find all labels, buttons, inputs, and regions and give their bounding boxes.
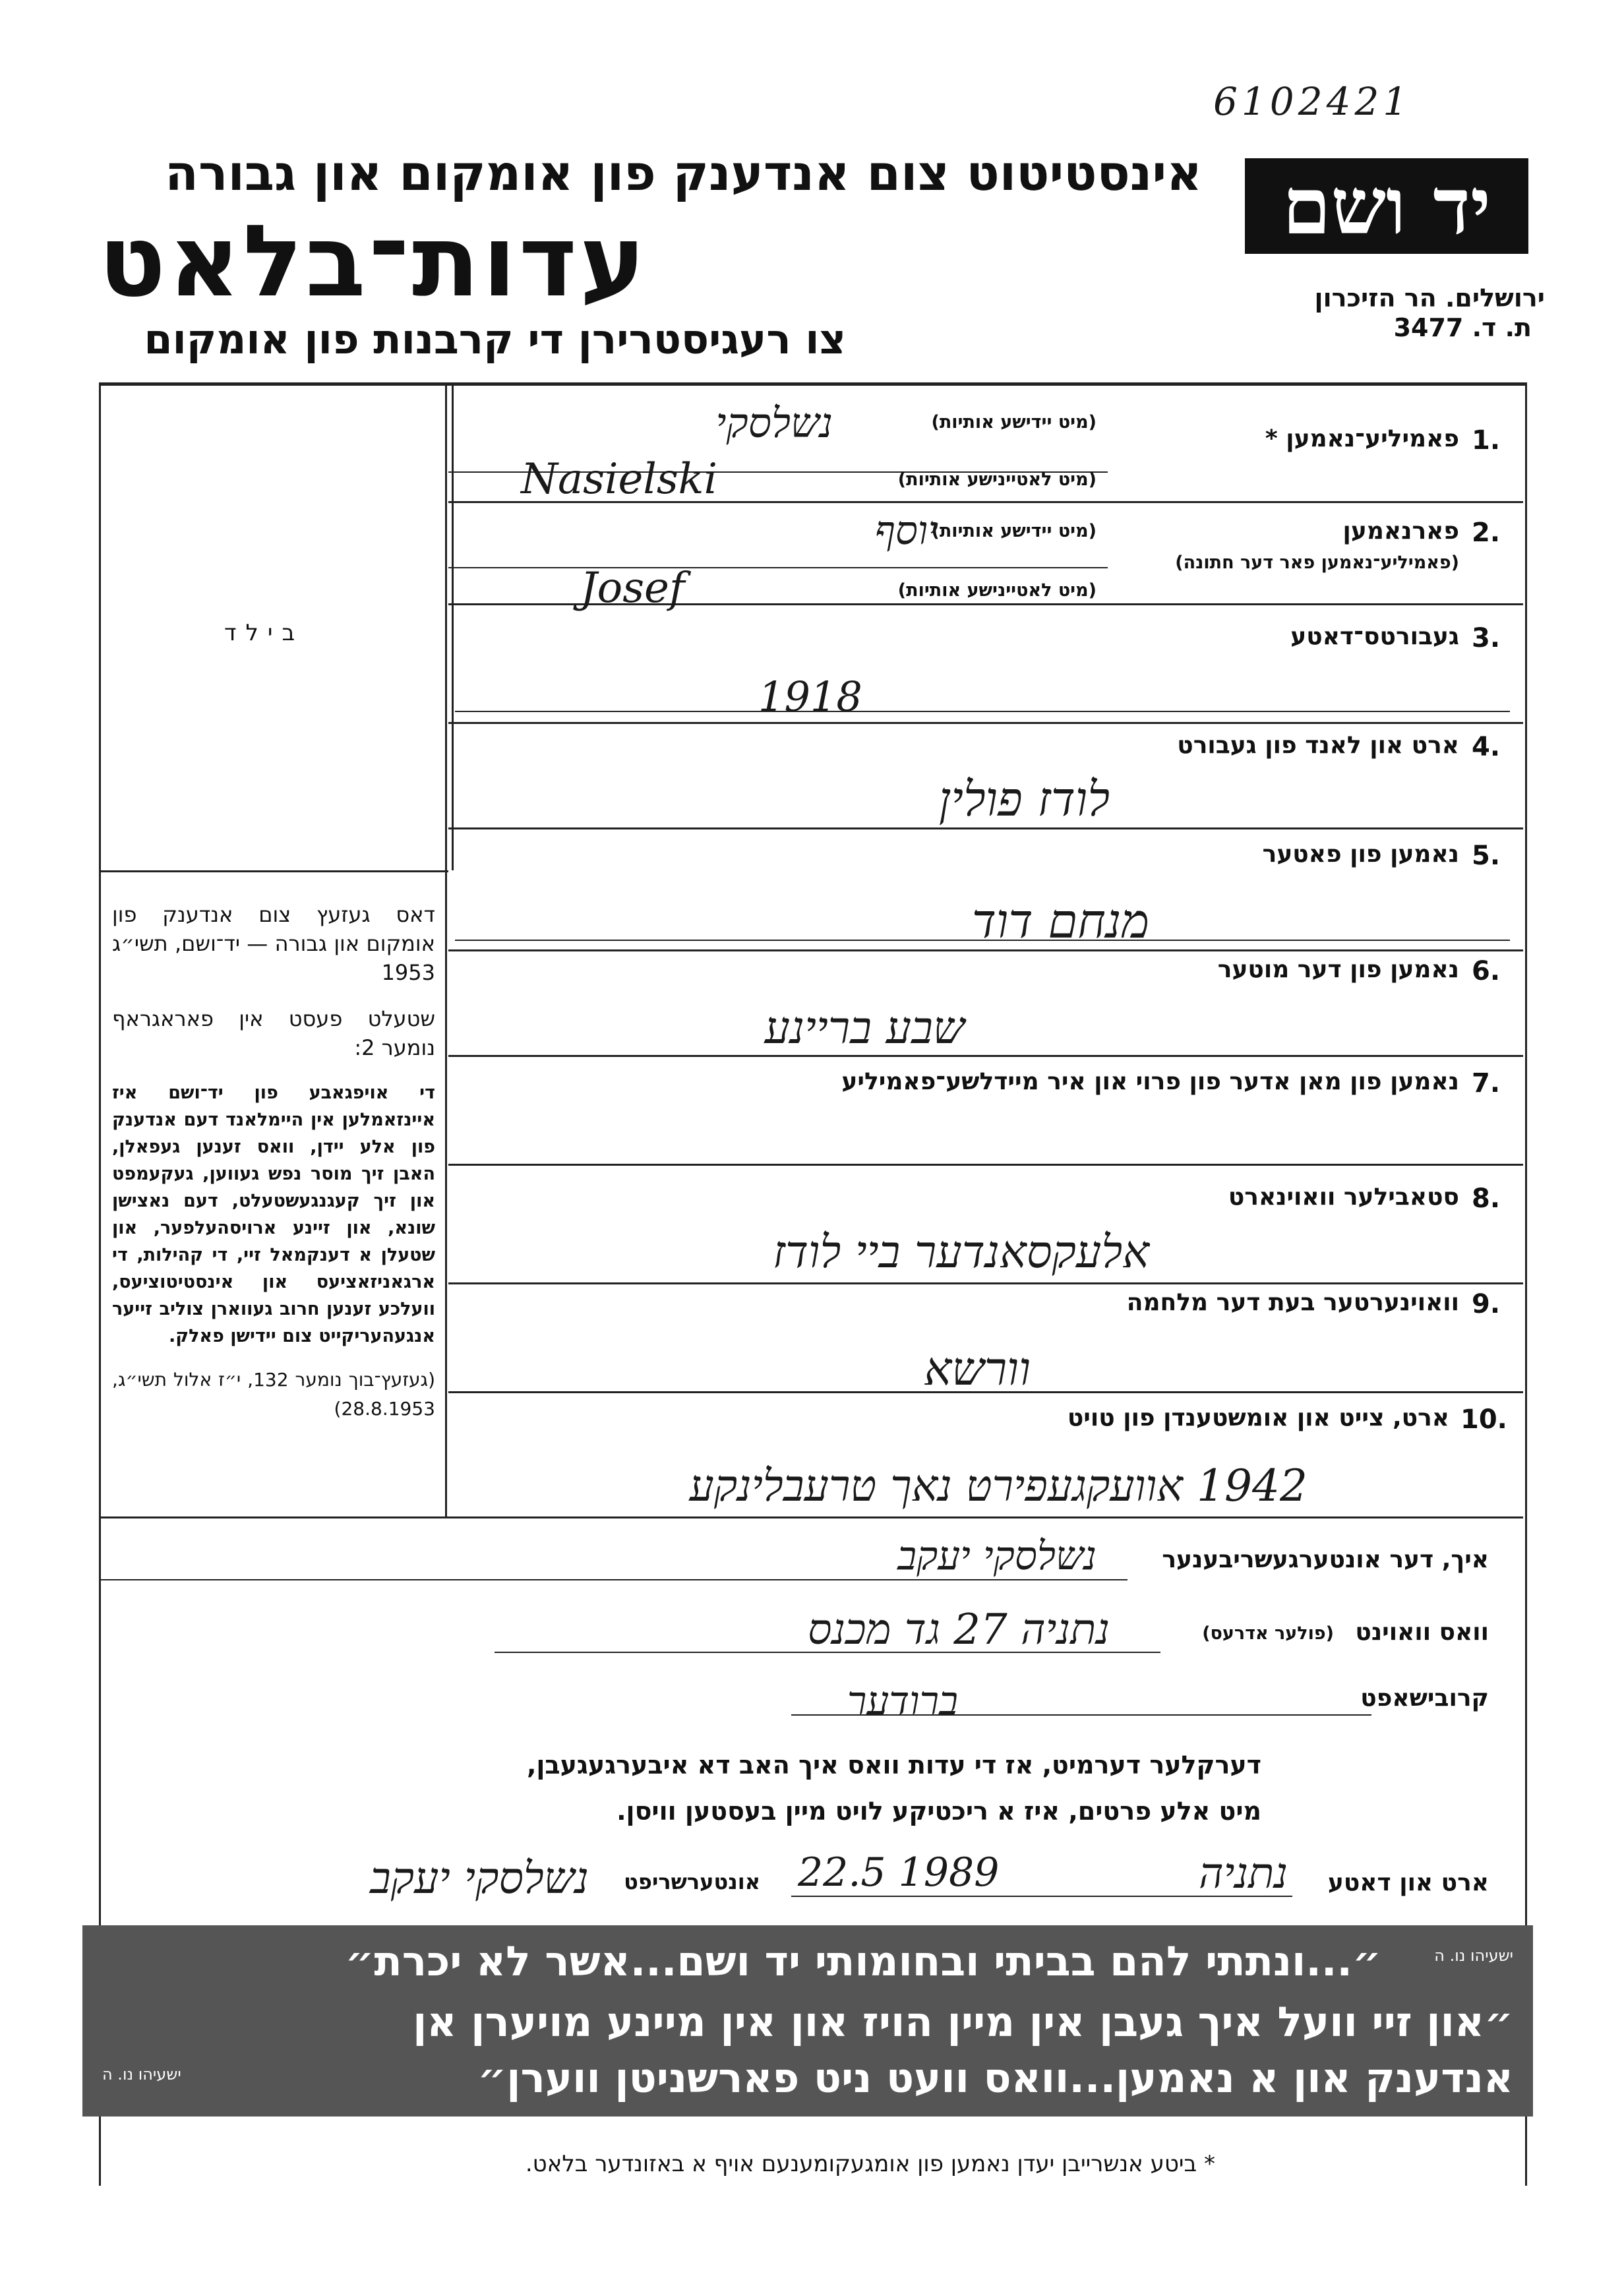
field-2-label: פארנאמען: [1342, 518, 1459, 545]
form-title: עדות־בלאט: [98, 204, 648, 319]
field-1-number: 1.: [1472, 425, 1501, 456]
pobox-text: ת. ד. 3477: [1393, 313, 1532, 342]
institute-title: אינסטיטוט צום אנדענק פון אומקום און גבורה: [165, 145, 1202, 202]
field-2-yiddish-note: (מיט יידישע אותיות): [931, 521, 1097, 541]
field-4-number: 4.: [1472, 732, 1501, 762]
signature-label: אונטערשריפט: [624, 1869, 760, 1894]
field-6-number: 6.: [1472, 956, 1501, 986]
photo-label: בילד: [224, 620, 305, 646]
field-8-number: 8.: [1472, 1184, 1501, 1214]
field-10-number: 10.: [1460, 1404, 1507, 1435]
signature-value[interactable]: נשלסקי יעקב: [370, 1853, 589, 1904]
field-9-number: 9.: [1472, 1289, 1501, 1319]
field-2-value-yiddish[interactable]: יוסף: [874, 508, 938, 554]
field-4-label: ארט און לאנד פון געבורט: [1177, 732, 1459, 759]
declarant-relation-label: קרובישאפט: [1360, 1685, 1489, 1712]
quote-banner: [82, 1925, 1533, 2117]
archive-number: 6102421: [1213, 79, 1412, 124]
photo-column-divider: [445, 382, 447, 1516]
law-sidebar: [112, 900, 435, 1424]
banner-line-2: ״און זיי וועל איך געבן אין מיין הויז און אין מיינע מויערן אן: [413, 1998, 1513, 2046]
field-5-label: נאמען פון פאטער: [1262, 841, 1459, 868]
declarant-address-value[interactable]: נתניה 27 גד מכנס: [808, 1606, 1110, 1654]
row-line: [99, 1516, 1523, 1518]
field-8-label: סטאבילער וואוינארט: [1228, 1184, 1459, 1211]
banner-line-3: אנדענק און א נאמען...וואס וועט ניט פארשניטן ווערן״: [477, 2054, 1513, 2102]
field-9-label: וואוינערטער בעת דער מלחמה: [1126, 1289, 1459, 1316]
declaration-line-2: מיט אלע פרטים, איז א ריכטיקע לויט מיין בעסטען וויסן.: [617, 1797, 1261, 1826]
field-3-underline: [455, 711, 1510, 712]
field-1-latin-note: (מיט לאטיינישע אותיות): [897, 469, 1097, 490]
row-line: [448, 949, 1523, 951]
declarant-name-value[interactable]: נשלסקי יעקב: [897, 1533, 1097, 1579]
field-7-number: 7.: [1472, 1068, 1501, 1098]
field-10-label: ארט, צייט און אומשטענדן פון טויט: [1067, 1404, 1449, 1431]
field-2-sublabel: (פאמיליע־נאמען פאר דער חתונה): [1175, 553, 1459, 573]
field-3-label: געבורטס־דאטע: [1290, 623, 1459, 650]
declarant-relation-value[interactable]: ברודער: [847, 1678, 958, 1724]
law-citation: (געזעץ־בוך נומער 132, י״ז אלול תשי״ג, 28.8.1953): [112, 1369, 435, 1420]
law-intro: דאס געזעץ צום אנדענק פון אומקום און גבורה — יד־ושם, תשי״ג 1953: [112, 902, 435, 985]
logo-text: יד ושם: [1282, 160, 1491, 252]
location-text: ירושלים. הר הזיכרון: [1314, 284, 1545, 313]
declarant-name-label: איך, דער אונטערגעשריבענער: [1162, 1546, 1489, 1573]
row-line: [448, 1055, 1523, 1057]
photo-box-bottom: [99, 870, 448, 872]
field-6-value[interactable]: שבע בריינע: [764, 1002, 965, 1054]
field-2-value-latin[interactable]: Josef: [580, 564, 685, 613]
declaration-line-1: דערקלער דערמיט, אז די עדות וואס איך האב דא איבערגעגעבן,: [526, 1751, 1261, 1780]
yad-vashem-logo: [1245, 158, 1528, 254]
field-2-number: 2.: [1472, 518, 1501, 548]
field-10-value[interactable]: 1942 אוועקגעפירט נאך טרעבלינקע: [689, 1460, 1308, 1511]
row-line: [448, 1282, 1523, 1284]
field-1-value-latin[interactable]: Nasielski: [521, 455, 717, 504]
place-value[interactable]: נתניה: [1199, 1849, 1288, 1898]
footnote: * ביטע אנשרייבן יעדן נאמען פון אומגעקומענעם אויף א באזונדער בלאט.: [525, 2151, 1215, 2177]
field-4-value[interactable]: לודז פולין: [938, 771, 1110, 827]
declarant-address-label: וואס וואוינט: [1355, 1619, 1489, 1646]
field-2-latin-note: (מיט לאטיינישע אותיות): [897, 580, 1097, 601]
banner-line-1: ״...ונתתי להם בביתי ובחומותי יד ושם...אשר לא יכרת״: [345, 1937, 1381, 1985]
row-line: [448, 722, 1523, 724]
field-1-value-yiddish[interactable]: נשלסקי: [715, 399, 833, 447]
date-value[interactable]: 22.5 1989: [798, 1849, 1000, 1896]
banner-source-1: ישעיהו נו. ה: [1434, 1946, 1513, 1965]
form-subtitle: צו רעגיסטרירן די קרבנות פון אומקום: [144, 315, 846, 363]
row-line: [448, 1164, 1523, 1166]
field-7-label: נאמען פון מאן אדער פון פרוי און איר מיידלשע־פאמיליע: [841, 1068, 1459, 1095]
field-1-yiddish-note: (מיט יידישע אותיות): [931, 412, 1097, 433]
field-5-value[interactable]: מנחם דוד: [971, 893, 1149, 949]
row-line: [448, 567, 1108, 568]
law-paragraph-ref: שטעלט פעסט אין פאראגראף נומער 2:: [112, 1006, 435, 1060]
law-body: די אויפגאבע פון יד־ושם איז איינזאמלען אין היימלאנד דעם אנדענק פון אלע יידן, וואס זענען געפאלן, האבן זיך מוסר נפש געווען, געקעמפט און זיך קעגנגעשטעלט, דעם נאצישן שונא, און זיינע ארויסהעלפער, און שטעלן א דענקמאל זיי, די קהילות, די ארגאניזאציעס און אינסטיטוציעס, וועלכע זענען חרוב געווארן צוליב זייער אנגעהעריקייט צום יידישן פאלק.: [112, 1083, 435, 1346]
declarant-address-hint: (פולער אדרעס): [1202, 1623, 1334, 1644]
field-9-value[interactable]: וורשא: [924, 1342, 1031, 1396]
field-5-number: 5.: [1472, 841, 1501, 871]
field-6-label: נאמען פון דער מוטער: [1217, 956, 1459, 983]
field-8-value[interactable]: אלעקסאנדער ביי לודז: [773, 1226, 1149, 1278]
declarant-name-line: [99, 1579, 1128, 1580]
field-1-label: פאמיליע־נאמען *: [1265, 425, 1459, 452]
field-3-value[interactable]: 1918: [758, 673, 862, 721]
place-date-label: ארט און דאטע: [1327, 1869, 1489, 1896]
field-3-number: 3.: [1472, 623, 1501, 653]
row-line: [448, 827, 1523, 829]
banner-source-2: ישעיהו נו. ה: [102, 2065, 181, 2084]
photo-box-divider: [452, 382, 454, 870]
